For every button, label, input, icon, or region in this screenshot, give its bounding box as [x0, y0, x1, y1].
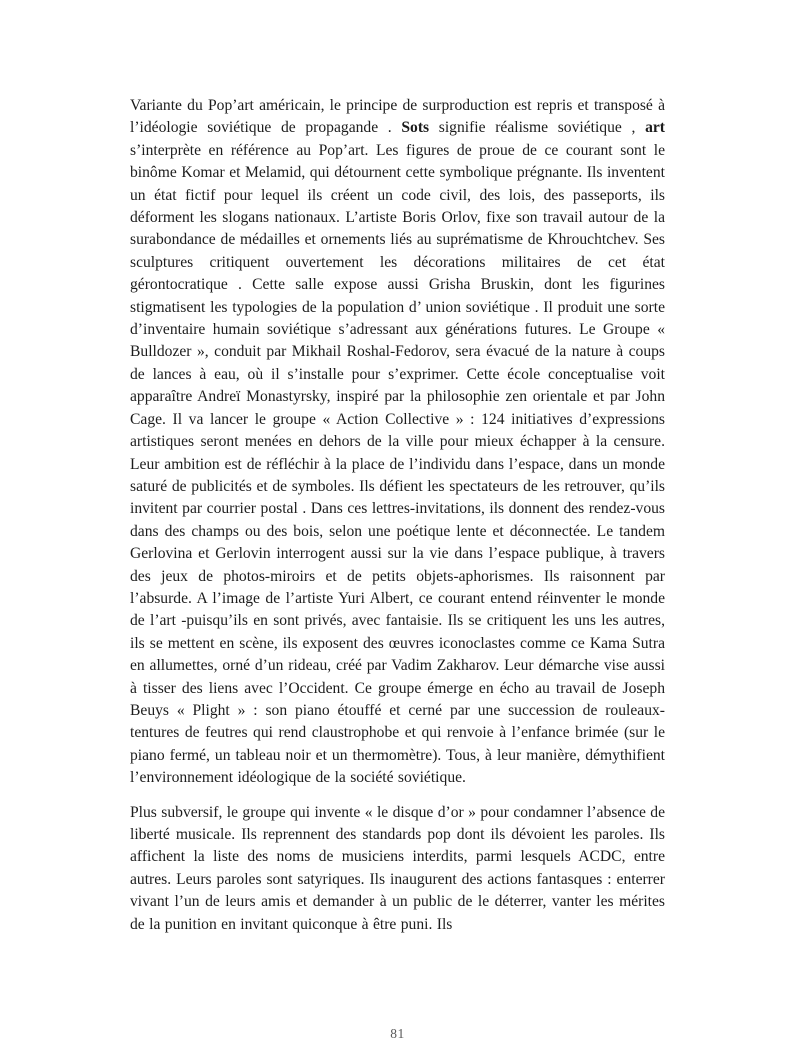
text-run: Plus subversif, le groupe qui invente « le disque d’or » pour condamner l’absence de liberté musicale. Ils reprennent des standards pop dont ils dévoient les paroles. Ils affichent la liste des noms de musiciens interdits, parmi lesquels ACDC, entre autres. Leurs paroles sont satyriques. Ils inaugurent des actions fantasques : enterrer vivant l’un de leurs amis et demander à un public de le déterrer, vanter les mérites de la punition en invitant quiconque à être puni. Ils [130, 803, 665, 933]
text-run: signifie réalisme soviétique , [429, 119, 646, 137]
page-number: 81 [390, 1026, 405, 1041]
bold-text-run: Sots [401, 119, 430, 137]
paragraph [130, 95, 665, 790]
text-run: s’interprète en référence au Pop’art. Les figures de proue de ce courant sont le binôme Komar et Melamid, qui détournent cette symbolique prégnante. Ils inventent un état fictif pour lequel ils créent un code civil, des lois, des passeports, ils déforment les slogans nationaux. L’artiste Boris Orlov, fixe son travail autour de la surabondance de médailles et ornements liés au suprématisme de Khrouchtchev. Ses sculptures critiquent ouvertement les décorations militaires de cet état gérontocratique . Cette salle expose aussi Grisha Bruskin, dont les figurines stigmatisent les typologies de la population d’ union soviétique . Il produit une sorte d’inventaire humain soviétique s’adressant aux générations futures. Le Groupe « Bulldozer », conduit par Mikhail Roshal-Fedorov, sera évacué de la nature à coups de lances à eau, où il s’installe pour s’exprimer. Cette école conceptualise voit apparaître Andreï Monastyrsky, inspiré par la philosophie zen orientale et par John Cage. Il va lancer le groupe « Action Collective » : 124 initiatives d’expressions artistiques seront menées en dehors de la ville pour mieux échapper à la censure. Leur ambition est de réfléchir à la place de l’individu dans l’espace, dans un monde saturé de publicités et de symboles. Ils défient les spectateurs de les retrouver, qu’ils invitent par courrier postal . Dans ces lettres-invitations, ils donnent des rendez-vous dans des champs ou des bois, selon une poétique lente et déconnectée. Le tandem Gerlovina et Gerlovin interrogent aussi sur la vie dans l’espace publique, à travers des jeux de photos-miroirs et de petits objets-aphorismes. Ils raisonnent par l’absurde. A l’image de l’artiste Yuri Albert, ce courant entend réinventer le monde de l’art -puisqu’ils en sont privés, avec fantaisie. Ils se critiquent les uns les autres, ils se mettent en scène, ils exposent des œuvres iconoclastes comme ce Kama Sutra en allumettes, orné d’un rideau, créé par Vadim Zakharov. Leur démarche vise aussi à tisser des liens avec l’Occident. Ce groupe émerge en écho au travail de Joseph Beuys « Plight » : son piano étouffé et cerné par une succession de rouleaux-tentures de feutres qui rend claustrophobe et qui renvoie à l’enfance brimée (sur le piano fermé, un tableau noir et un thermomètre). Tous, à leur manière, démythifient l’environnement idéologique de la société soviétique. [130, 141, 665, 787]
page-text [130, 95, 665, 936]
bold-text-run: art [645, 119, 665, 137]
paragraph [130, 802, 665, 936]
text-run: Variante du Pop’art américain, le principe de surproduction est repris et transposé à l’idéologie soviétique de propagande . [130, 97, 665, 137]
